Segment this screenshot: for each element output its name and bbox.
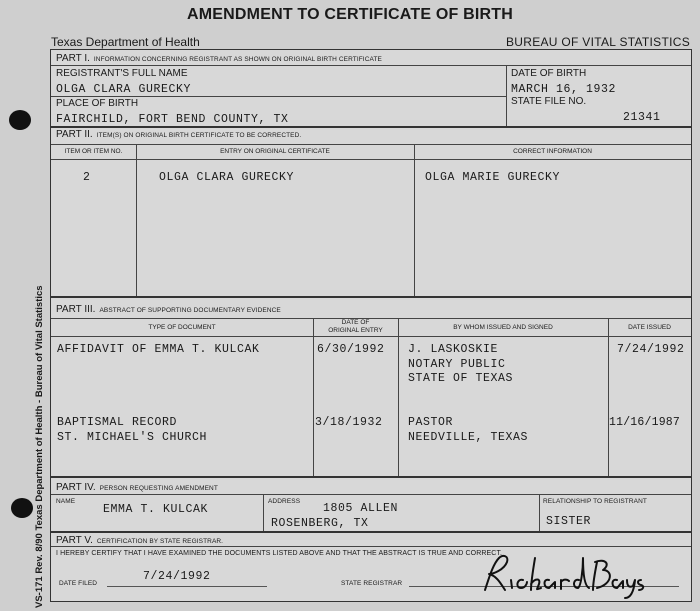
dob-label: DATE OF BIRTH xyxy=(511,68,587,79)
evidence-1-type: AFFIDAVIT OF EMMA T. KULCAK xyxy=(57,343,260,356)
part5-header xyxy=(56,535,223,546)
requester-name: EMMA T. KULCAK xyxy=(103,503,209,516)
state-file-number: 21341 xyxy=(623,111,661,124)
evidence-1-date: 6/30/1992 xyxy=(317,343,385,356)
evidence-1-date-issued: 7/24/1992 xyxy=(617,343,685,356)
requester-name-label: NAME xyxy=(56,498,76,505)
evidence-2-date: 3/18/1932 xyxy=(315,416,383,429)
part2-caption: ITEM(S) ON ORIGINAL BIRTH CERTIFICATE TO BE CORRECTED. xyxy=(96,132,302,139)
requester-address-line1: 1805 ALLEN xyxy=(323,502,399,515)
correction-correct-info: OLGA MARIE GURECKY xyxy=(425,171,561,184)
correction-item-number: 2 xyxy=(83,171,91,184)
place-of-birth-label: PLACE OF BIRTH xyxy=(56,98,139,109)
relationship-to-registrant: SISTER xyxy=(546,515,592,528)
part1-label: PART I. xyxy=(56,53,90,64)
part3-caption: ABSTRACT OF SUPPORTING DOCUMENTARY EVIDENCE xyxy=(99,307,281,314)
form-side-text: VS-171 Rev. 8/90 Texas Department of Health - Bureau of Vital Statistics xyxy=(34,285,45,608)
registrant-name-label: REGISTRANT'S FULL NAME xyxy=(56,68,188,79)
certification-statement: I HEREBY CERTIFY THAT I HAVE EXAMINED THE DOCUMENTS LISTED ABOVE AND THAT THE ABSTRACT IS TRUE AND CORRECT. xyxy=(56,550,503,557)
date-of-birth: MARCH 16, 1932 xyxy=(511,83,617,96)
col-date-original-entry-line2: ORIGINAL ENTRY xyxy=(328,327,383,334)
part2-header xyxy=(56,129,301,140)
evidence-2-type-line1: BAPTISMAL RECORD xyxy=(57,416,178,429)
place-of-birth: FAIRCHILD, FORT BEND COUNTY, TX xyxy=(56,113,289,126)
binder-hole-top xyxy=(9,110,31,130)
requester-address-line2: ROSENBERG, TX xyxy=(271,517,369,530)
part5-caption: CERTIFICATION BY STATE REGISTRAR. xyxy=(96,538,224,545)
part5-label: PART V. xyxy=(56,535,93,546)
part4-caption: PERSON REQUESTING AMENDMENT xyxy=(99,485,218,492)
evidence-2-date-issued: 11/16/1987 xyxy=(609,416,681,429)
registrar-signature xyxy=(479,550,649,600)
evidence-2-issuer-line2: NEEDVILLE, TEXAS xyxy=(408,431,529,444)
part2-label: PART II. xyxy=(56,129,93,140)
part4-header xyxy=(56,482,218,493)
bureau-name: BUREAU OF VITAL STATISTICS xyxy=(505,35,690,49)
part3-header xyxy=(56,304,281,315)
col-item-number: ITEM OR ITEM NO. xyxy=(64,148,123,155)
col-date-original-entry-line1: DATE OF xyxy=(341,319,370,326)
state-registrar-label: STATE REGISTRAR xyxy=(341,580,403,587)
certificate-form xyxy=(50,49,692,602)
part1-header xyxy=(56,53,382,64)
part1-caption: INFORMATION CONCERNING REGISTRANT AS SHOWN ON ORIGINAL BIRTH CERTIFICATE xyxy=(93,56,382,63)
binder-hole-bottom xyxy=(11,498,33,518)
part3-label: PART III. xyxy=(56,304,96,315)
evidence-1-issuer-line3: STATE OF TEXAS xyxy=(408,372,514,385)
document-title: AMENDMENT TO CERTIFICATE OF BIRTH xyxy=(187,6,513,23)
relationship-label: RELATIONSHIP TO REGISTRANT xyxy=(543,498,647,505)
correction-original-entry: OLGA CLARA GURECKY xyxy=(159,171,295,184)
col-correct-info: CORRECT INFORMATION xyxy=(513,148,592,155)
date-filed-label: DATE FILED xyxy=(59,580,98,587)
evidence-2-type-line2: ST. MICHAEL'S CHURCH xyxy=(57,431,208,444)
date-filed: 7/24/1992 xyxy=(143,570,211,583)
col-date-original-entry xyxy=(313,319,398,335)
evidence-2-issuer-line1: PASTOR xyxy=(408,416,454,429)
col-original-entry: ENTRY ON ORIGINAL CERTIFICATE xyxy=(220,148,330,155)
col-document-type: TYPE OF DOCUMENT xyxy=(148,324,216,331)
col-issued-by: BY WHOM ISSUED AND SIGNED xyxy=(453,324,553,331)
registrant-name: OLGA CLARA GURECKY xyxy=(56,83,192,96)
state-file-label: STATE FILE NO. xyxy=(511,96,587,107)
agency-name: Texas Department of Health xyxy=(51,35,200,49)
requester-address-label: ADDRESS xyxy=(268,498,301,505)
evidence-1-issuer-line1: J. LASKOSKIE xyxy=(408,343,499,356)
part4-label: PART IV. xyxy=(56,482,96,493)
evidence-1-issuer-line2: NOTARY PUBLIC xyxy=(408,358,506,371)
col-date-issued: DATE ISSUED xyxy=(628,324,671,331)
